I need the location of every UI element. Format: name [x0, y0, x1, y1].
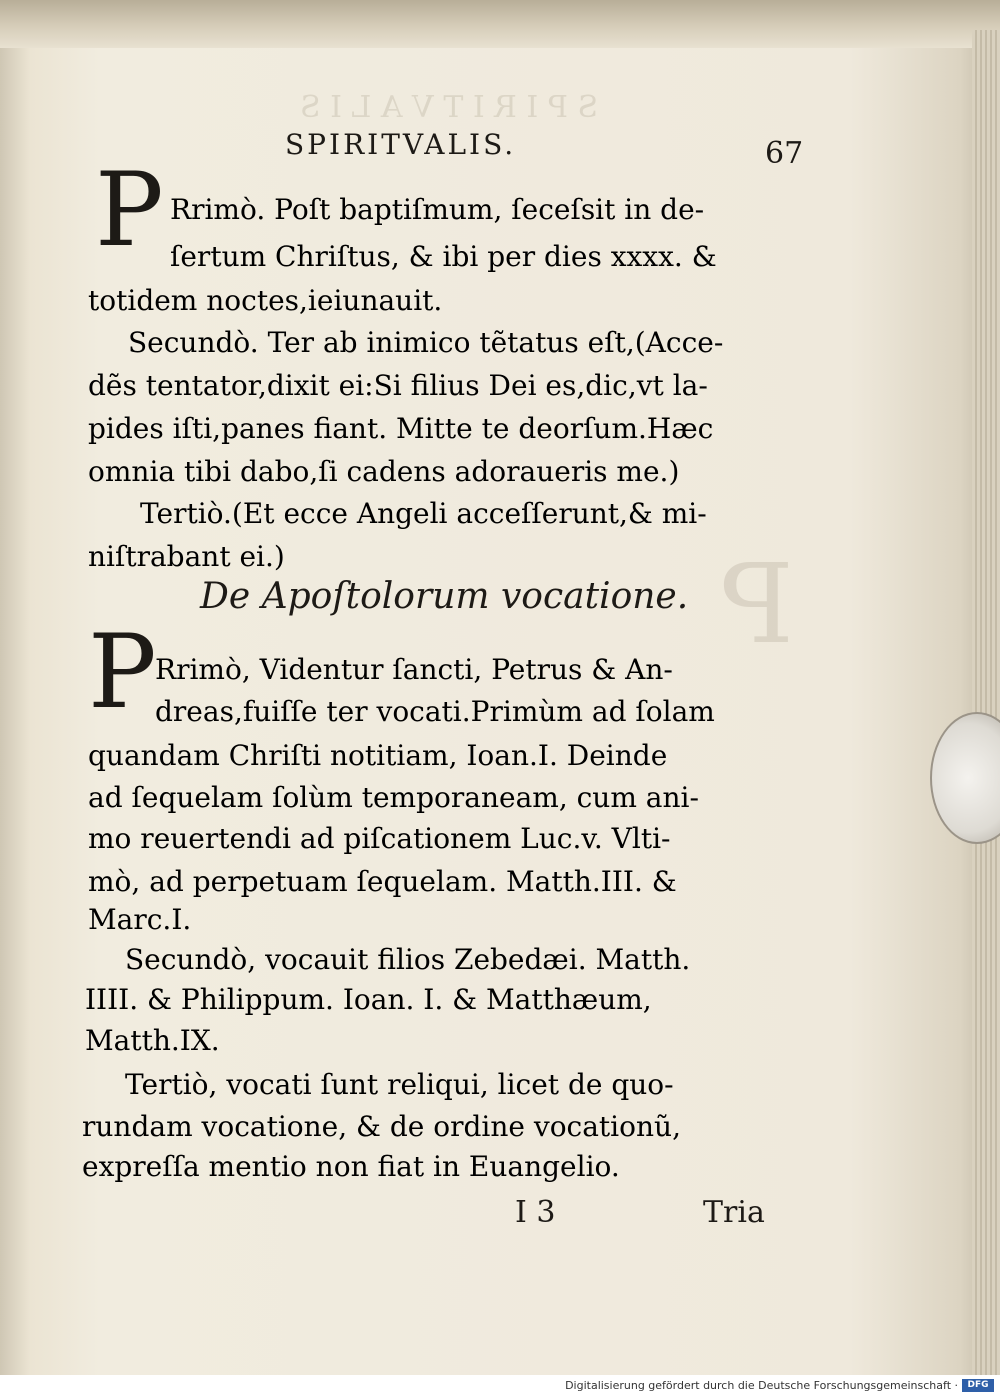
text-line: Tertiò, vocati ſunt reliqui, licet de quo-	[125, 1068, 674, 1101]
text-line: omnia tibi dabo,ſi cadens adoraueris me.)	[88, 455, 680, 488]
page-stack-edge	[972, 30, 1000, 1375]
book-clasp	[930, 712, 1000, 844]
text-line: mò, ad perpetuam ſequelam. Matth.III. &	[88, 865, 677, 898]
page-number: 67	[765, 136, 804, 171]
text-line: ad ſequelam ſolùm temporaneam, cum ani-	[88, 781, 699, 814]
funding-credit: Digitalisierung gefördert durch die Deutsche Forschungsgemeinschaft ·	[565, 1379, 958, 1392]
catchword: Tria	[703, 1195, 765, 1230]
bleed-through-text: S P I R I T V A L I S	[300, 90, 599, 125]
text-line: niſtrabant ei.)	[88, 540, 285, 573]
text-line: pides iſti,panes fiant. Mitte te deorſum.Hæc	[88, 412, 714, 445]
text-line: rundam vocatione, & de ordine vocationũ,	[82, 1110, 681, 1143]
text-line: dẽs tentator,dixit ei:Si filius Dei es,dic,vt la-	[88, 369, 708, 402]
book-top-edge	[0, 0, 1000, 48]
footer-bar	[0, 1375, 1000, 1398]
text-line: Marc.I.	[88, 903, 192, 936]
text-line: ſertum Chriſtus, & ibi per dies xxxx. &	[170, 240, 717, 273]
bleed-through-initial: P	[720, 540, 795, 668]
text-line: quandam Chriſti notitiam, Ioan.I. Deinde	[88, 739, 668, 772]
text-line: dreas,fuiſſe ter vocati.Primùm ad ſolam	[155, 695, 715, 728]
text-line: Rrimò. Poſt baptiſmum, ſeceſsit in de-	[170, 193, 705, 226]
drop-cap-initial: P	[95, 151, 164, 270]
text-line: Tertiò.(Et ecce Angeli acceſſerunt,& mi-	[140, 497, 707, 530]
text-line: Secundò, vocauit filios Zebedæi. Matth.	[125, 943, 691, 976]
text-line: Matth.IX.	[85, 1024, 220, 1057]
text-line: IIII. & Philippum. Ioan. I. & Matthæum,	[85, 983, 652, 1016]
signature-mark: I 3	[515, 1195, 556, 1230]
dfg-logo: DFG	[962, 1379, 994, 1392]
text-line: Rrimò, Videntur ſancti, Petrus & An-	[155, 653, 673, 686]
section-heading: De Apoſtolorum vocatione.	[200, 576, 689, 617]
text-line: mo reuertendi ad piſcationem Luc.v. Vlti-	[88, 822, 671, 855]
drop-cap-initial: P	[88, 613, 157, 732]
text-line: Secundò. Ter ab inimico tẽtatus eſt,(Acce-	[128, 326, 724, 359]
text-line: totidem noctes,ieiunauit.	[88, 284, 443, 317]
running-head: SPIRITVALIS.	[285, 128, 517, 161]
text-line: expreſſa mentio non fiat in Euangelio.	[82, 1150, 620, 1183]
